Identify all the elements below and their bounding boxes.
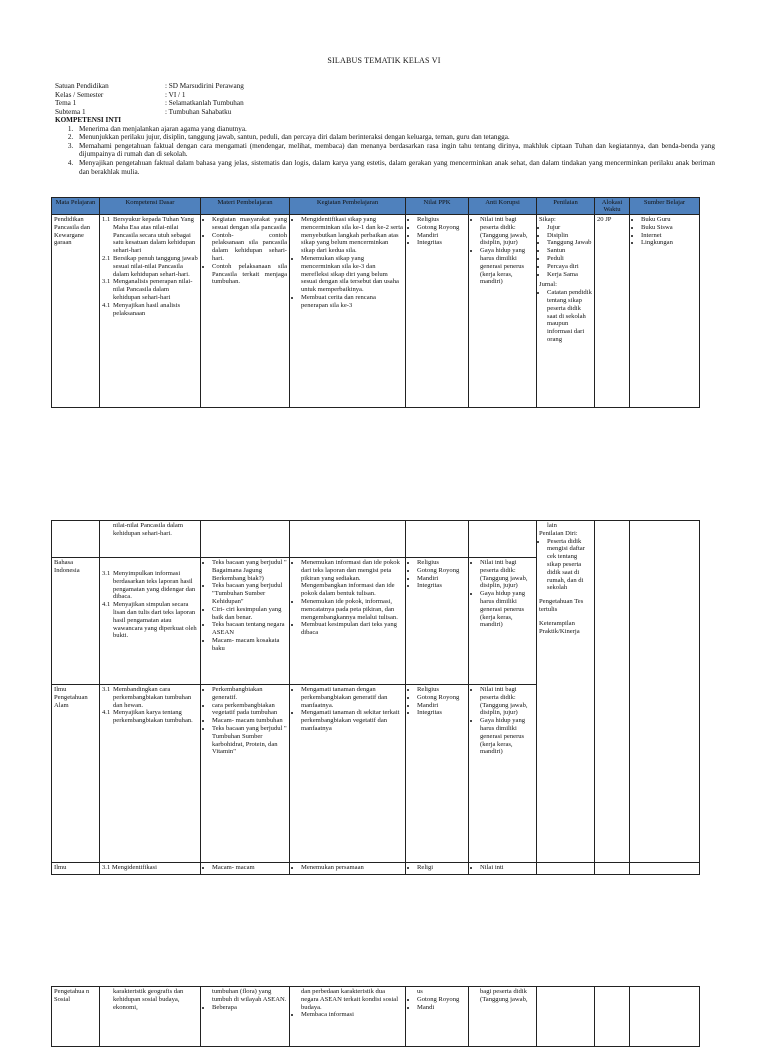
- identity-key: Subtema 1: [55, 107, 86, 116]
- cell-kegiatan: dan perbedaan karakteristik dua negara ASEAN terkait kondisi sosial budaya. • Membaca informasi: [290, 987, 406, 1047]
- cell-kd: 3.1 Membandingkan cara perkembangbiakan tumbuhan dan hewan. 4.1 Menyajikan karya tentang perkembangbiakan tumbuhan.: [100, 685, 201, 863]
- cell-materi: • Perkembangbiakan generatif. • cara perkembangbiakan vegetatif pada tumbuhan • Macam- macam tumbuhan • Teks bacaan yang berjudul " Tumbuhan Sumber karbohidrat, Protein, dan Vitamin": [201, 685, 290, 863]
- cell-alokasi: 20 JP: [595, 215, 630, 408]
- page-2: [0, 455, 768, 975]
- cell-materi: • Macam- macam: [201, 863, 290, 875]
- cell-sumber: • Buku Guru • Buku Siswa • Internet • Lingkungan: [630, 215, 700, 408]
- cell-subject: Pengetahua n Sosial: [52, 987, 100, 1047]
- cell-materi: • Kegiatan masyarakat yang sesuai dengan sila pancasila • Contoh- contoh pelaksanaan sila pancasila dalam kehidupan sehari-hari. • Contoh pelaksanaan sila Pancasila terkait menjaga tumbuhan.: [201, 215, 290, 408]
- cell-kegiatan: • Mengamati tanaman dengan perkembangbiakan generatif dan manfaatnya. • Mengamati tanaman di sekitar terkait perkembangbiakan vegetatif dan manfaatnya: [290, 685, 406, 863]
- page-1: [0, 0, 768, 455]
- cell-anti-korupsi: bagi peserta didik (Tanggung jawab,: [469, 987, 537, 1047]
- header-mata-pelajaran: Mata Pelajaran: [52, 198, 100, 215]
- header-kegiatan: Kegiatan Pembelajaran: [290, 198, 406, 215]
- cell-kd: 1.1 Bersyukur kepada Tuhan Yang Maha Esa atas nilai-nilai Pancasila secara utuh sebagai satu kesatuan dalam kehidupan sehari-hari 2.1 Bersikap penuh tanggung jawab sesuai nilai-nilai Pancasila dalam kehidupan sehari-hari. 3.1 Menganalisis penerapan nilai-nilai Pancasila dalam kehidupan sehari-hari 4.1 Menyajikan hasil analisis pelaksanaan: [100, 215, 201, 408]
- document-title: SILABUS TEMATIK KELAS VI: [327, 56, 441, 65]
- cell-nilai-ppk: • Religius • Gotong Royong • Mandiri • Integritas: [406, 558, 469, 685]
- cell-subject: Ilmu: [52, 863, 100, 875]
- cell-nilai-ppk: us • Gotong Royong • Mandi: [406, 987, 469, 1047]
- cell-anti-korupsi: • Nilai inti bagi peserta didik: (Tanggung jawab, disiplin, jujur) • Gaya hidup yang harus dimiliki generasi penerus (kerja keras, mandiri): [469, 215, 537, 408]
- header-kompetensi-dasar: Kompetensi Dasar: [100, 198, 201, 215]
- cell-kd: karakteristik geografis dan kehidupan sosial budaya, ekonomi,: [100, 987, 201, 1047]
- identity-key: Satuan Pendidikan: [55, 82, 109, 90]
- identity-key: Kelas / Semester: [55, 90, 104, 99]
- identity-key: Tema 1: [55, 99, 77, 108]
- identity-value: : SD Marsudirini Perawang: [165, 82, 244, 90]
- ki-item: 3. Memahami pengetahuan faktual dengan cara mengamati (mendengar, melihat, membaca) dan menanya berdasarkan rasa ingin tahu tentang dirinya, makhluk ciptaan Tuhan dan kegiatannya, dan benda-benda yang dijumpainya di rumah dan di sekolah.: [75, 142, 715, 159]
- ki-item: 4. Menyajikan pengetahuan faktual dalam bahasa yang jelas, sistematis dan logis, dalam karya yang estetis, dalam gerakan yang mencerminkan anak sehat, dan dalam tindakan yang mencerminkan perilaku anak beriman dan berakhlak mulia.: [75, 159, 715, 176]
- header-anti-korupsi: Anti Korupsi: [469, 198, 537, 215]
- cell-kegiatan: • Menemukan persamaan: [290, 863, 406, 875]
- header-materi: Materi Pembelajaran: [201, 198, 290, 215]
- page-3: [0, 975, 768, 1024]
- header-nilai-ppk: Nilai PPK: [406, 198, 469, 215]
- cell-subject: Pendidikan Pancasila dan Kewargane garaan: [52, 215, 100, 408]
- ki-item: 2. Menunjukkan perilaku jujur, disiplin, tanggung jawab, santun, peduli, dan percaya diri dalam berinteraksi dengan keluarga, teman, guru dan tetangga.: [75, 133, 715, 142]
- identity-block: [55, 82, 244, 116]
- ki-item: 1. Menerima dan menjalankan ajaran agama yang dianutnya.: [75, 125, 715, 134]
- cell-kd: 3.1 Mengidentifikasi: [100, 863, 201, 875]
- cell-kd-cont: nilai-nilai Pancasila dalam kehidupan sehari-hari.: [100, 521, 201, 558]
- cell-materi: • Teks bacaan yang berjudul " Bagaimana Jagung Berkembang biak?) • Teks bacaan yang berjudul "Tumbuhan Sumber Kehidupan" • Ciri- ciri kesimpulan yang baik dan benar. • Teks bacaan tentang negara ASEAN • Macam- macam kosakata baku: [201, 558, 290, 685]
- cell-subject: Ilmu Pengetahuan Alam: [52, 685, 100, 863]
- cell-nilai-ppk: • Religius • Gotong Royong • Mandiri • Integritas: [406, 215, 469, 408]
- syllabus-table-3: [51, 986, 700, 1047]
- cell-kegiatan: • Menemukan informasi dan ide pokok dari teks laporan dan mengisi peta pikiran yang sediakan. Mengembangkan informasi dan ide pokok dalam bentuk tulisan. • Menemukan ide pokok, informasi, mencatatnya pada peta pikiran, dan mengembangkannya melalui tulisan. • Membuat kesimpulan dari teks yang dibaca: [290, 558, 406, 685]
- cell-penilaian: Sikap: • Jujur • Disiplin • Tanggung Jawab • Santun • Peduli • Percaya diri • Kerja Sama Jurnal: • Catatan pendidik tentang sikap peserta didik saat di sekolah maupun informasi dari orang: [537, 215, 595, 408]
- cell-anti-korupsi: • Nilai inti: [469, 863, 537, 875]
- cell-anti-korupsi: • Nilai inti bagi peserta didik: (Tanggung jawab, disiplin, jujur) • Gaya hidup yang harus dimiliki generasi penerus (kerja keras, mandiri): [469, 558, 537, 685]
- header-sumber-belajar: Sumber Belajar: [630, 198, 700, 215]
- cell-penilaian-cont: lain Penilaian Diri: • Peserta didik mengisi daftar cek tentang sikap peserta didik saat di rumah, dan di sekolah Pengetahuan Tes tertulis Keterampilan Praktik/Kinerja: [537, 521, 595, 863]
- cell-materi: tumbuhan (flora) yang tumbuh di wilayah ASEAN. • Beberapa: [201, 987, 290, 1047]
- header-penilaian: Penilaian: [537, 198, 595, 215]
- syllabus-table-2: [51, 520, 700, 875]
- identity-value: : VI / 1: [165, 90, 186, 99]
- cell-subject: Bahasa Indonesia: [52, 558, 100, 685]
- cell-nilai-ppk: • Religi: [406, 863, 469, 875]
- cell-nilai-ppk: • Religius • Gotong Royong • Mandiri • Integritas: [406, 685, 469, 863]
- identity-value: : Tumbuhan Sahabatku: [165, 107, 232, 116]
- cell-anti-korupsi: • Nilai inti bagi peserta didik: (Tanggung jawab, disiplin, jujur) • Gaya hidup yang harus dimiliki generasi penerus (kerja keras, mandiri): [469, 685, 537, 863]
- header-alokasi-waktu: Alokasi Waktu: [595, 198, 630, 215]
- ki-heading: KOMPETENSI INTI: [55, 116, 122, 124]
- syllabus-table-1: [51, 197, 700, 408]
- cell-kegiatan: • Mengidentifikasi sikap yang mencerminkan sila ke-1 dan ke-2 serta menyebutkan langkah perbaikan atas sikap yang belum mencerminkan sikap dari kedua sila. • Menemukan sikap yang mencerminkan sila ke-3 dan merefleksi sikap diri yang belum sesuai dengan sila tersebut dan usaha untuk memperbaikinya. • Membuat cerita dan rencana penerapan sila ke-3: [290, 215, 406, 408]
- cell-kd: 3.1 Menyimpulkan informasi berdasarkan teks laporan hasil pengamatan yang didengar dan dibaca. 4.1 Menyajikan simpulan secara lisan dan tulis dari teks laporan hasil pengamatan atau wawancara yang diperkuat oleh bukti.: [100, 558, 201, 685]
- identity-value: : Selamatkanlah Tumbuhan: [165, 99, 244, 108]
- kompetensi-inti: [55, 116, 715, 176]
